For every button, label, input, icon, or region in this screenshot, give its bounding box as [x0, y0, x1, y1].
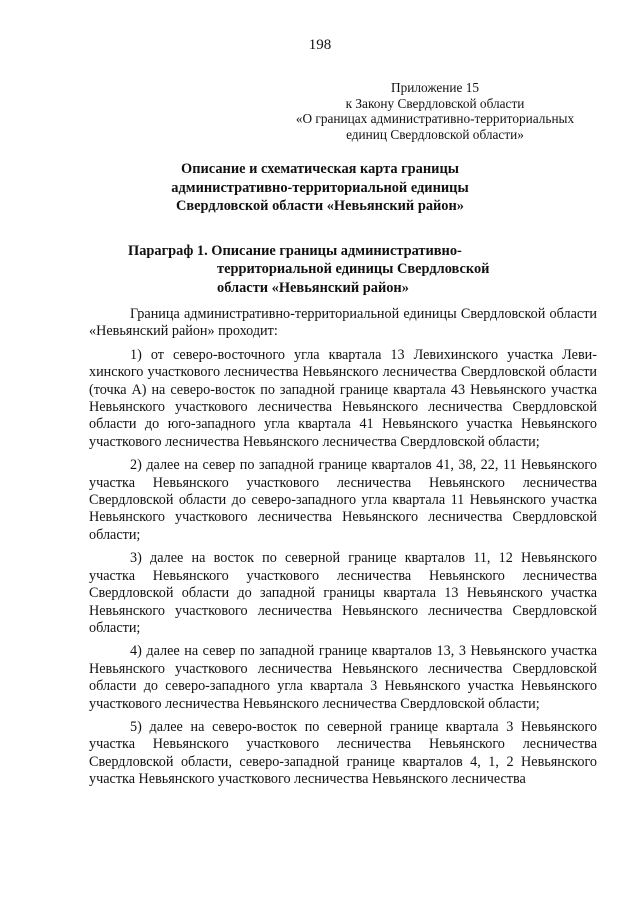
title-line: Описание и схематическая карта границы — [181, 161, 459, 177]
boundary-item-4: 4) далее на север по западной границе кварталов 13, 3 Невьянского участка Невьянского участкового лесничества Невьянского лесничества Свердловской области до северо-западного угла квартала 3 Невьянского участка Невьянского участкового лесничества Невьянского лесничества Свердловской области; — [89, 643, 597, 712]
appendix-line: единиц Свердловской области» — [346, 126, 524, 142]
boundary-item-3: 3) далее на восток по северной границе кварталов 11, 12 Невьянского участка Невьянского участкового лесничества Невьянского лесничества Свердловской области до западной границы квартала 13 Невьянского участка Невьянского участкового лесничества Невьянского лесничества Свердловской области; — [89, 550, 597, 636]
title-line: Свердловской области «Невьянский район» — [176, 198, 464, 214]
paragraph-heading-line: территориальной единицы Свердловской — [217, 261, 490, 278]
paragraph-heading-line: Параграф 1. Описание границы административно- — [128, 243, 462, 259]
paragraph-heading-line: области «Невьянский район» — [217, 279, 409, 296]
page-number: 198 — [308, 37, 332, 53]
paragraph-heading — [128, 242, 489, 297]
boundary-item-2: 2) далее на север по западной границе кварталов 41, 38, 22, 11 Невьянского участка Невьянского участкового лесничества Невьянского лесничества Свердловской области до северо-западного угла квартала 11 Невьянского участка Невьянского участкового лесничества Невьянского лесничества Свердловской области; — [89, 457, 597, 543]
document-title — [0, 160, 640, 216]
document-body — [89, 306, 597, 795]
appendix-block — [270, 80, 600, 142]
appendix-line: к Закону Свердловской области — [345, 95, 525, 111]
boundary-item-1: 1) от северо-восточного угла квартала 13 Левихинского участка Левихинского участкового лесничества Невьянского лесничества Свердловской области (точка А) на северо-восток по западной границе квартала 43 Невьянского участка Невьянского участкового лесничества Невьянского лесничества Свердловской области до юго-западного угла квартала 41 Невьянского участка Невьянского участкового лесничества Невьянского лесничества Свердловской области; — [89, 346, 597, 450]
appendix-line: «О границах административно-территориальных — [295, 111, 575, 127]
title-line: административно-территориальной единицы — [171, 179, 469, 196]
boundary-item-5: 5) далее на северо-восток по северной границе квартала 3 Невьянского участка Невьянского участкового лесничества Невьянского лесничества Свердловской области, северо-западной границе кварталов 4, 1, 2 Невьянского участка Невьянского участкового лесничества Невьянского лесничества — [89, 718, 597, 788]
appendix-line: Приложение 15 — [391, 80, 479, 95]
intro-paragraph: Граница административно-территориальной единицы Свердловской области «Невьянский район» проходит: — [89, 306, 597, 340]
